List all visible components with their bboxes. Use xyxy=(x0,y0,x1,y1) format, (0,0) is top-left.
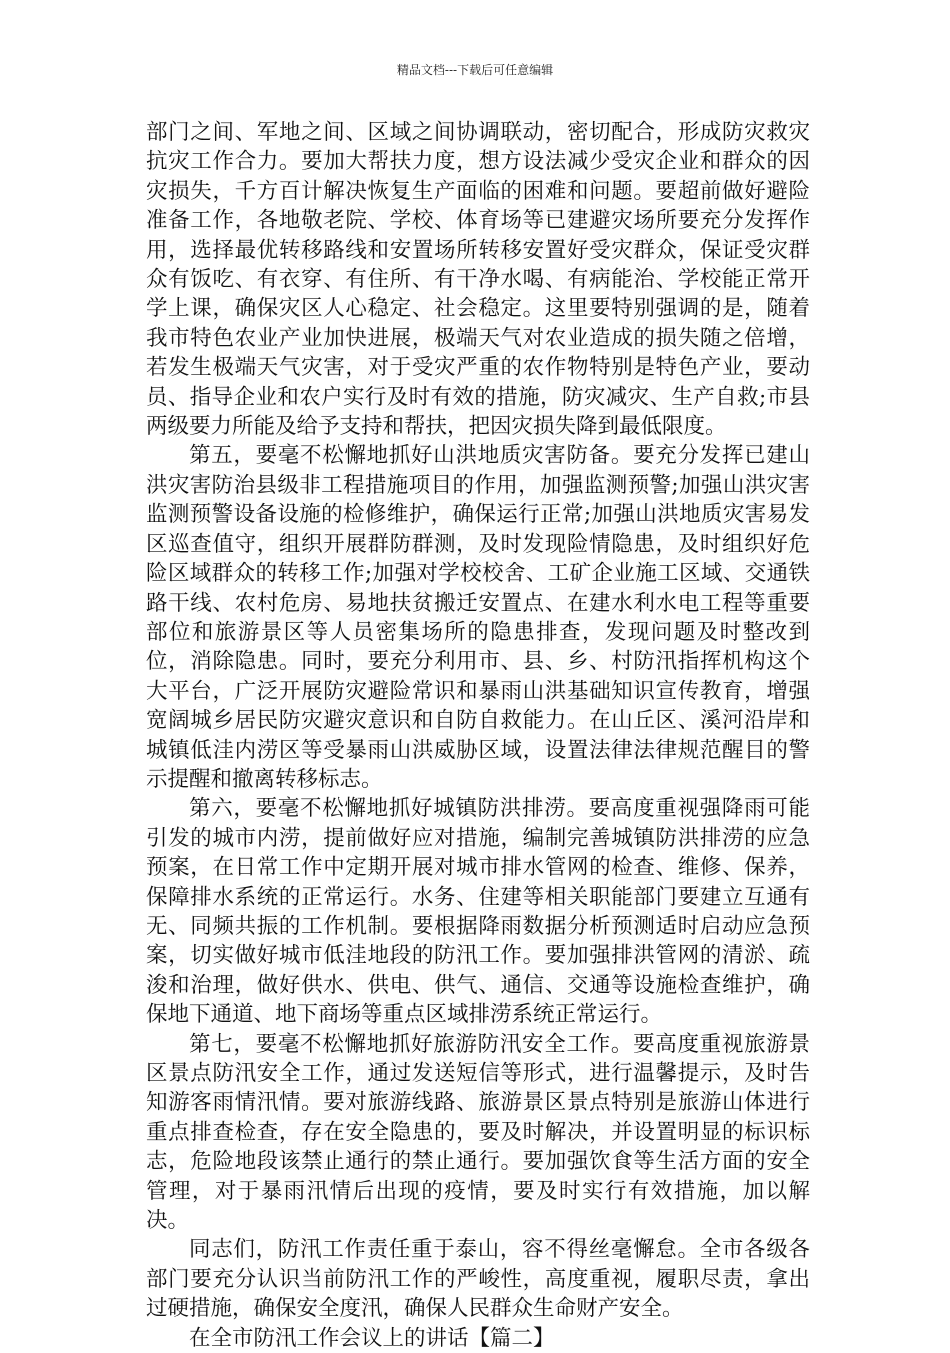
document-body xyxy=(146,118,810,1353)
paragraph-section-seven: 第七，要毫不松懈地抓好旅游防汛安全工作。要高度重视旅游景区景点防汛安全工作，通过发送短信等形式，进行温馨提示，及时告知游客雨情汛情。要对旅游线路、旅游景区景点特别是旅游山体进行重点排查检查，存在安全隐患的，要及时解决，并设置明显的标识标志，危险地段该禁止通行的禁止通行。要加强饮食等生活方面的安全管理，对于暴雨汛情后出现的疫情，要及时实行有效措施，加以解决。 xyxy=(146,1031,810,1234)
page-header: 精品文档---下载后可任意编辑 xyxy=(396,63,554,77)
next-section-title: 在全市防汛工作会议上的讲话【篇二】 xyxy=(189,1325,555,1351)
paragraph-continuation: 部门之间、军地之间、区域之间协调联动，密切配合，形成防灾救灾抗灾工作合力。要加大帮扶力度，想方设法减少受灾企业和群众的因灾损失，千方百计解决恢复生产面临的困难和问题。要超前做好避险准备工作，各地敬老院、学校、体育场等已建避灾场所要充分发挥作用，选择最优转移路线和安置场所转移安置好受灾群众，保证受灾群众有饭吃、有衣穿、有住所、有干净水喝、有病能治、学校能正常开学上课，确保灾区人心稳定、社会稳定。这里要特别强调的是，随着我市特色农业产业加快进展，极端天气对农业造成的损失随之倍增，若发生极端天气灾害，对于受灾严重的农作物特别是特色产业，要动员、指导企业和农户实行及时有效的措施，防灾减灾、生产自救;市县两级要力所能及给予支持和帮扶，把因灾损失降到最低限度。 xyxy=(146,120,810,440)
paragraph-section-six: 第六，要毫不松懈地抓好城镇防洪排涝。要高度重视强降雨可能引发的城市内涝，提前做好应对措施，编制完善城镇防洪排涝的应急预案，在日常工作中定期开展对城市排水管网的检查、维修、保养，保障排水系统的正常运行。水务、住建等相关职能部门要建立互通有无、同频共振的工作机制。要根据降雨数据分析预测适时启动应急预案，切实做好城市低洼地段的防汛工作。要加强排洪管网的清淤、疏浚和治理，做好供水、供电、供气、通信、交通等设施检查维护，确保地下通道、地下商场等重点区域排涝系统正常运行。 xyxy=(146,796,810,1028)
paragraph-section-five: 第五，要毫不松懈地抓好山洪地质灾害防备。要充分发挥已建山洪灾害防治县级非工程措施项目的作用，加强监测预警;加强山洪灾害监测预警设备设施的检修维护，确保运行正常;加强山洪地质灾害易发区巡查值守，组织开展群防群测，及时发现险情隐患，及时组织好危险区域群众的转移工作;加强对学校校舍、工矿企业施工区域、交通铁路干线、农村危房、易地扶贫搬迁安置点、在建水利水电工程等重要部位和旅游景区等人员密集场所的隐患排查，发现问题及时整改到位，消除隐患。同时，要充分利用市、县、乡、村防汛指挥机构这个大平台，广泛开展防灾避险常识和暴雨山洪基础知识宣传教育，增强宽阔城乡居民防灾避灾意识和自防自救能力。在山丘区、溪河沿岸和城镇低洼内涝区等受暴雨山洪威胁区域，设置法律法律规范醒目的警示提醒和撤离转移标志。 xyxy=(146,443,810,792)
paragraph-closing: 同志们，防汛工作责任重于泰山，容不得丝毫懈怠。全市各级各部门要充分认识当前防汛工作的严峻性，高度重视，履职尽责，拿出过硬措施，确保安全度汛，确保人民群众生命财产安全。 xyxy=(146,1237,810,1322)
